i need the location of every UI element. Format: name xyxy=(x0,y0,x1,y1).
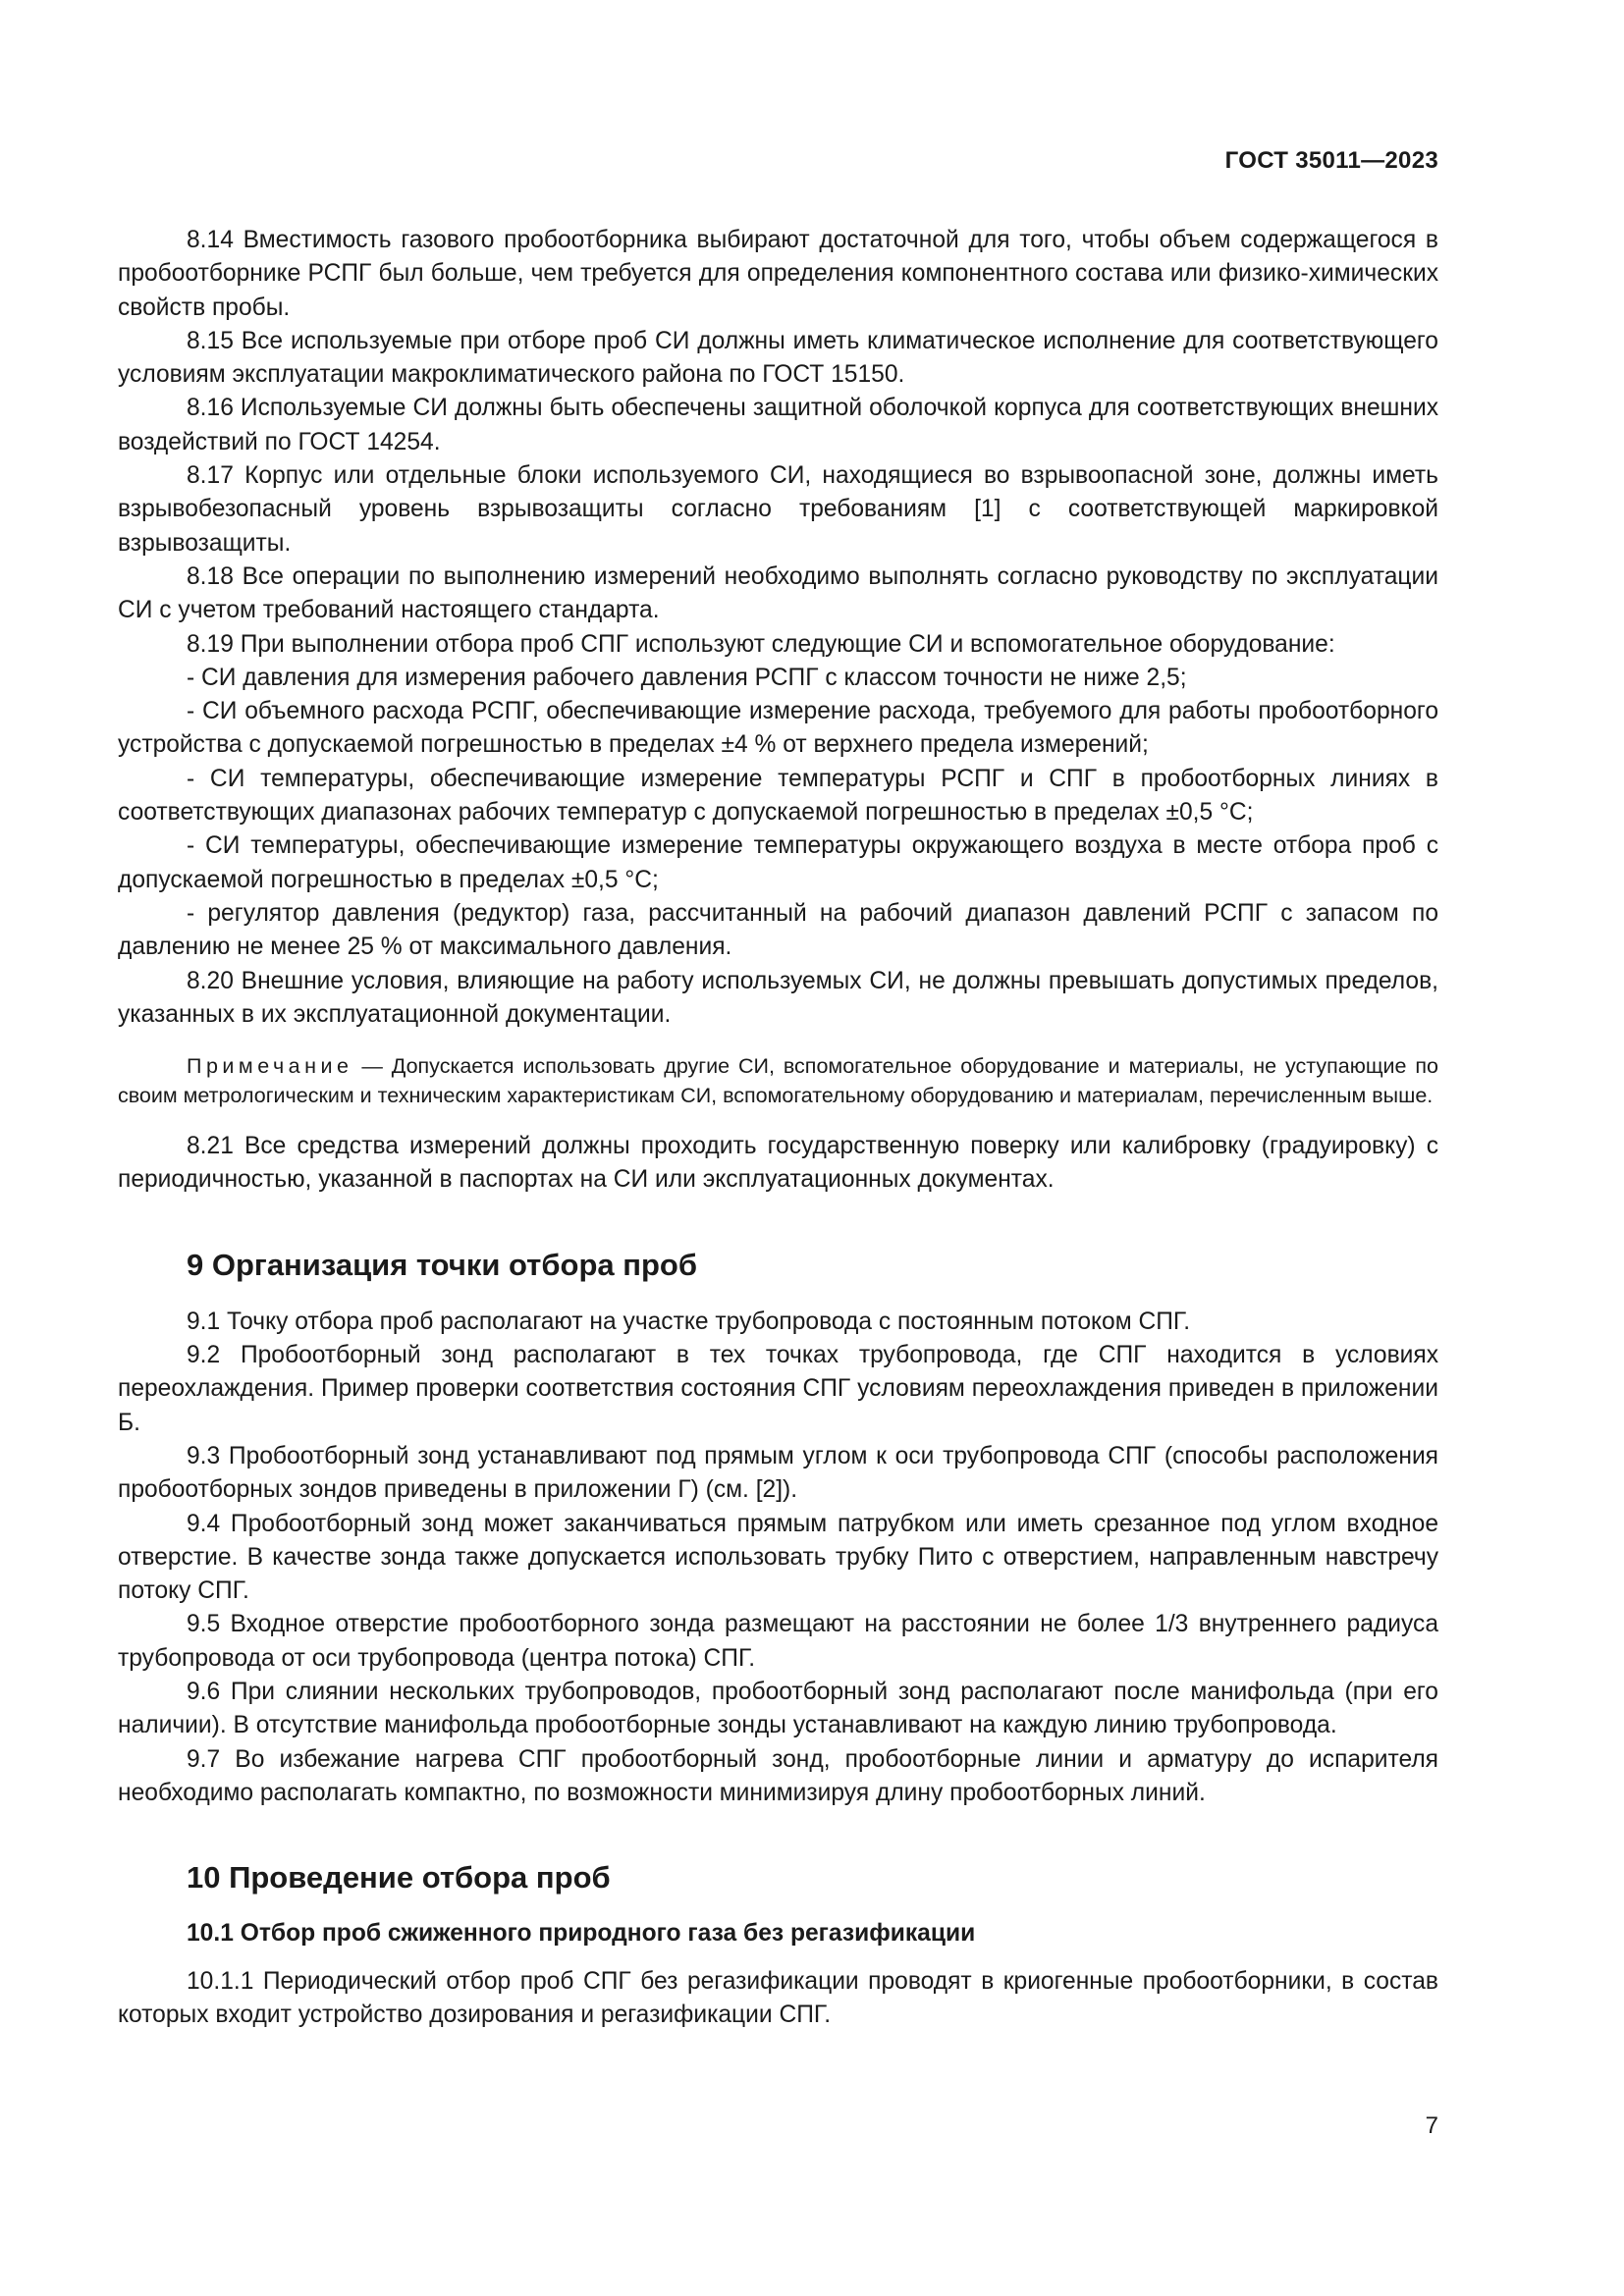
page-number: 7 xyxy=(1425,2112,1438,2139)
paragraph-8-21: 8.21 Все средства измерений должны проходить государственную поверку или калибровку (градуировку) с периодичностью, указанной в паспортах на СИ или эксплуатационных документах. xyxy=(118,1133,1438,1194)
paragraph-9-1: 9.1 Точку отбора проб располагают на участке трубопровода с постоянным потоком СПГ. xyxy=(187,1308,1191,1335)
paragraph-9-2: 9.2 Пробоотборный зонд располагают в тех точках трубопровода, где СПГ находится в условиях переохлаждения. Пример проверки соответствия состояния СПГ условиям переохлаждения приведен в приложении Б. xyxy=(118,1342,1438,1436)
note-label: Примечание xyxy=(187,1054,353,1079)
list-item-flow: - СИ объемного расхода РСПГ, обеспечивающие измерение расхода, требуемого для работы пробоотборного устройства с допускаемой погрешностью в пределах ±4 % от верхнего предела измерений; xyxy=(118,698,1438,759)
paragraph-9-5: 9.5 Входное отверстие пробоотборного зонда размещают на расстоянии не более 1/3 внутреннего радиуса трубопровода от оси трубопровода (центра потока) СПГ. xyxy=(118,1611,1438,1672)
list-item-regulator: - регулятор давления (редуктор) газа, рассчитанный на рабочий диапазон давлений РСПГ с запасом по давлению не менее 25 % от максимального давления. xyxy=(118,899,1438,961)
paragraph-9-6: 9.6 При слиянии нескольких трубопроводов, пробоотборный зонд располагают после манифольда (при его наличии). В отсутствие манифольда пробоотборные зонды устанавливают на каждую линию трубопровода. xyxy=(118,1678,1438,1739)
subsection-10-1-heading: 10.1 Отбор проб сжиженного природного газа без регазификации xyxy=(187,1920,976,1948)
paragraph-8-15: 8.15 Все используемые при отборе проб СИ должны иметь климатическое исполнение для соответствующего условиям эксплуатации макроклиматического района по ГОСТ 15150. xyxy=(118,327,1438,389)
paragraph-8-20: 8.20 Внешние условия, влияющие на работу используемых СИ, не должны превышать допустимых пределов, указанных в их эксплуатационной документации. xyxy=(118,967,1438,1028)
document-page xyxy=(118,0,1438,2296)
note xyxy=(118,1051,1438,1110)
paragraph-8-14: 8.14 Вместимость газового пробоотборника выбирают достаточной для того, чтобы объем содержащегося в пробоотборнике РСПГ был больше, чем требуется для определения компонентного состава или физико-химических свойств пробы. xyxy=(118,227,1438,321)
page-content xyxy=(118,224,1438,2033)
paragraph-8-19: 8.19 При выполнении отбора проб СПГ используют следующие СИ и вспомогательное оборудование: xyxy=(187,630,1335,658)
note-text: — Допускается использовать другие СИ, вспомогательное оборудование и материалы, не уступающие по своим метрологическим и техническим характеристикам СИ, вспомогательному оборудованию и материалам, перечисленным выше. xyxy=(118,1054,1438,1108)
list-item-temperature-air: - СИ температуры, обеспечивающие измерение температуры окружающего воздуха в месте отбора проб с допускаемой погрешностью в пределах ±0,5 °С; xyxy=(118,832,1438,893)
paragraph-8-18: 8.18 Все операции по выполнению измерений необходимо выполнять согласно руководству по эксплуатации СИ с учетом требований настоящего стандарта. xyxy=(118,562,1438,624)
paragraph-10-1-1: 10.1.1 Периодический отбор проб СПГ без регазификации проводят в криогенные пробоотборники, в состав которых входит устройство дозирования и регазификации СПГ. xyxy=(118,1968,1438,2029)
paragraph-9-4: 9.4 Пробоотборный зонд может заканчиваться прямым патрубком или иметь срезанное под углом входное отверстие. В качестве зонда также допускается использовать трубку Пито с отверстием, направленным навстречу потоку СПГ. xyxy=(118,1510,1438,1605)
list-item-temperature-lines: - СИ температуры, обеспечивающие измерение температуры РСПГ и СПГ в пробоотборных линиях в соответствующих диапазонах рабочих температур с допускаемой погрешностью в пределах ±0,5 °С; xyxy=(118,765,1438,827)
section-9-heading: 9 Организация точки отбора проб xyxy=(187,1247,697,1282)
paragraph-9-3: 9.3 Пробоотборный зонд устанавливают под прямым углом к оси трубопровода СПГ (способы расположения пробоотборных зондов приведены в приложении Г) (см. [2]). xyxy=(118,1442,1438,1504)
paragraph-9-7: 9.7 Во избежание нагрева СПГ пробоотборный зонд, пробоотборные линии и арматуру до испарителя необходимо располагать компактно, по возможности минимизируя длину пробоотборных линий. xyxy=(118,1745,1438,1806)
paragraph-8-17: 8.17 Корпус или отдельные блоки используемого СИ, находящиеся во взрывоопасной зоне, должны иметь взрывобезопасный уровень взрывозащиты согласно требованиям [1] с соответствующей маркировкой взрывозащиты. xyxy=(118,462,1438,557)
paragraph-8-16: 8.16 Используемые СИ должны быть обеспечены защитной оболочкой корпуса для соответствующих внешних воздействий по ГОСТ 14254. xyxy=(118,395,1438,455)
document-id-header: ГОСТ 35011—2023 xyxy=(1224,147,1438,174)
section-10-heading: 10 Проведение отбора проб xyxy=(187,1860,611,1896)
list-item-pressure: - СИ давления для измерения рабочего давления РСПГ с классом точности не ниже 2,5; xyxy=(187,664,1187,691)
